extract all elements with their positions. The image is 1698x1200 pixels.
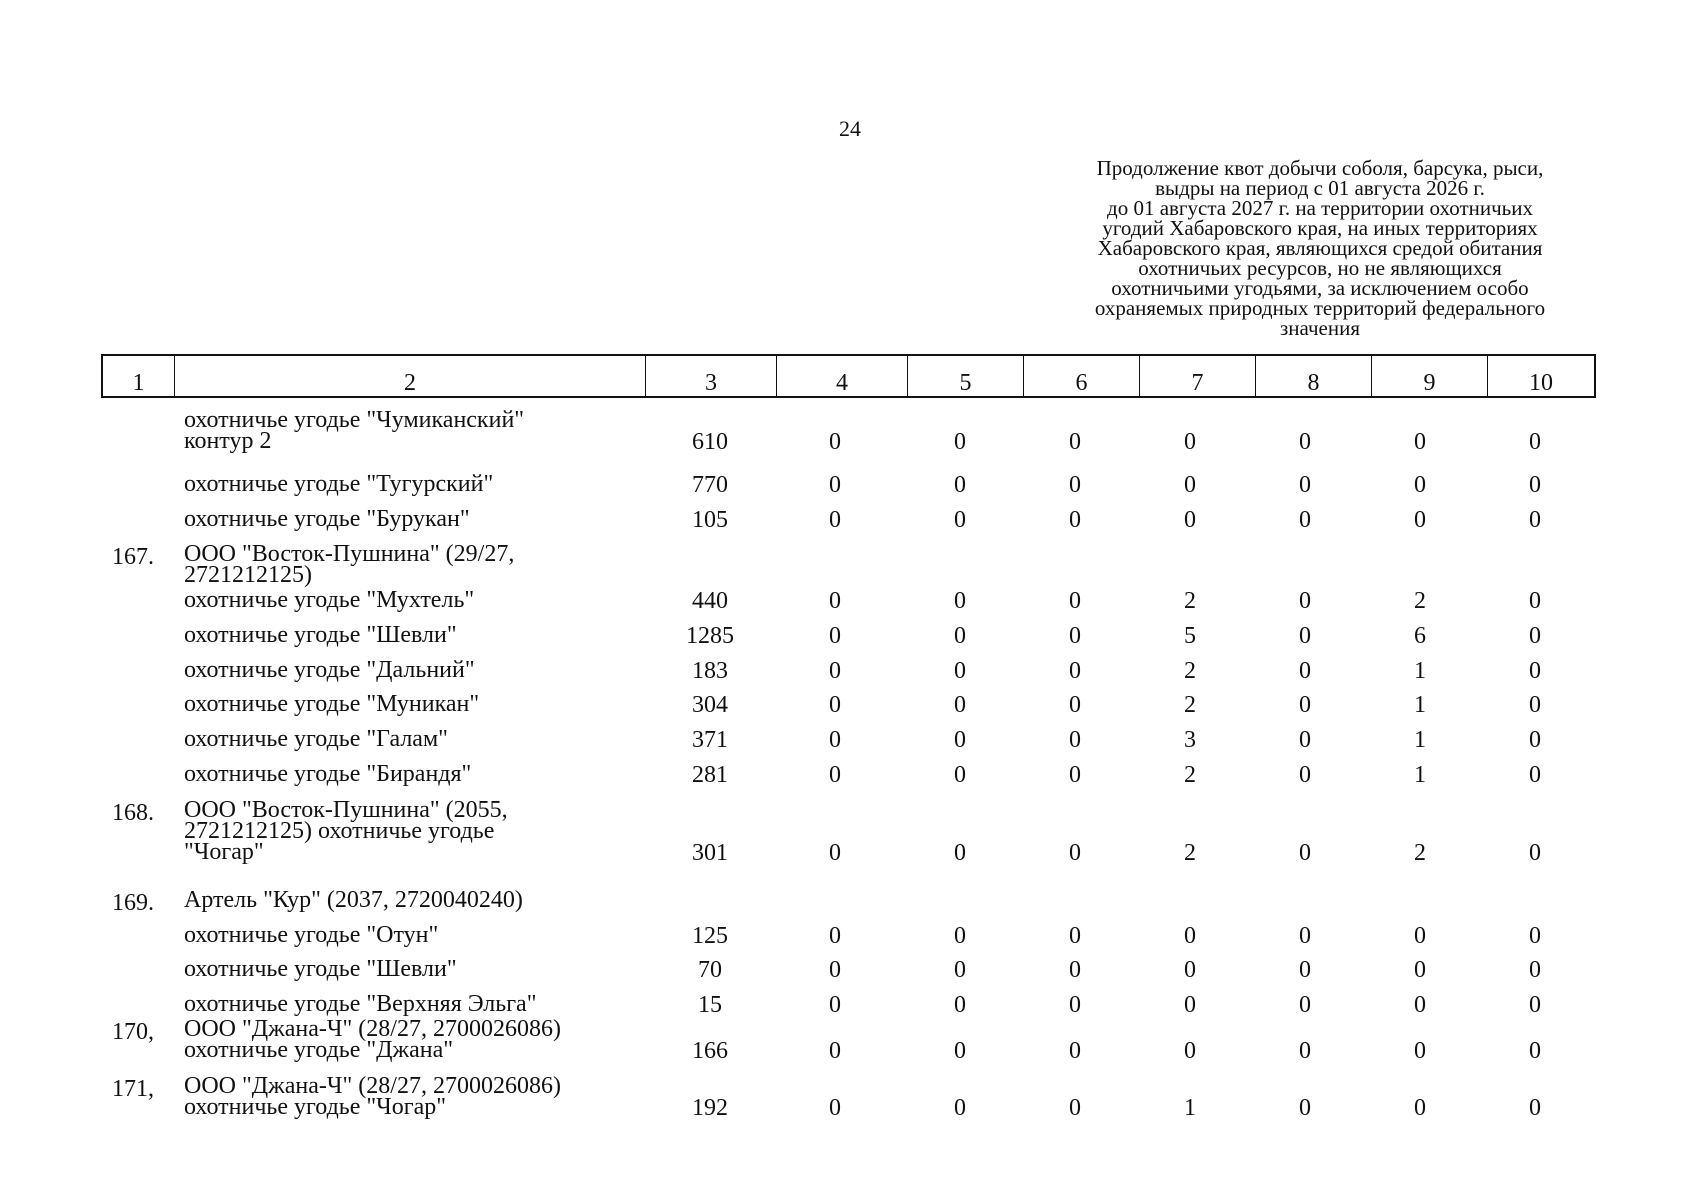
cell-col-8: 0 bbox=[1299, 507, 1311, 533]
heading-line: Продолжение квот добычи соболя, барсука, рыси, bbox=[1096, 156, 1544, 180]
column-header-4: 4 bbox=[777, 356, 908, 396]
cell-col-3: 304 bbox=[692, 692, 728, 718]
row-name bbox=[184, 657, 654, 683]
cell-col-4: 0 bbox=[829, 472, 841, 498]
row-name-line: ООО "Восток-Пушнина" (2055, bbox=[184, 797, 508, 823]
column-header-9: 9 bbox=[1372, 356, 1488, 396]
cell-col-9: 0 bbox=[1414, 507, 1426, 533]
row-name-line: "Чогар" bbox=[184, 839, 264, 865]
cell-col-10: 0 bbox=[1529, 692, 1541, 718]
row-name-line: охотничье угодье "Верхняя Эльга" bbox=[184, 991, 537, 1017]
row-name-line: охотничье угодье "Бурукан" bbox=[184, 506, 470, 532]
cell-col-6: 0 bbox=[1069, 727, 1081, 753]
cell-col-6: 0 bbox=[1069, 692, 1081, 718]
heading-line: до 01 августа 2027 г. на территории охотничьих bbox=[1107, 196, 1533, 220]
cell-col-9: 2 bbox=[1414, 840, 1426, 866]
cell-col-4: 0 bbox=[829, 658, 841, 684]
cell-col-8: 0 bbox=[1299, 658, 1311, 684]
row-name bbox=[184, 691, 654, 717]
cell-col-7: 5 bbox=[1184, 623, 1196, 649]
heading-line: охотничьих ресурсов, но не являющихся bbox=[1138, 256, 1502, 280]
row-name bbox=[184, 506, 654, 532]
cell-col-4: 0 bbox=[829, 692, 841, 718]
cell-col-4: 0 bbox=[829, 507, 841, 533]
cell-col-6: 0 bbox=[1069, 992, 1081, 1018]
cell-col-3: 15 bbox=[698, 992, 722, 1018]
cell-col-8: 0 bbox=[1299, 992, 1311, 1018]
cell-col-9: 0 bbox=[1414, 472, 1426, 498]
cell-col-10: 0 bbox=[1529, 588, 1541, 614]
row-name bbox=[184, 726, 654, 752]
cell-col-10: 0 bbox=[1529, 658, 1541, 684]
cell-col-10: 0 bbox=[1529, 992, 1541, 1018]
row-name bbox=[184, 622, 654, 648]
column-header-1: 1 bbox=[103, 356, 175, 396]
cell-col-6: 0 bbox=[1069, 1038, 1081, 1064]
cell-col-3: 166 bbox=[692, 1038, 728, 1064]
cell-col-4: 0 bbox=[829, 1038, 841, 1064]
cell-col-10: 0 bbox=[1529, 623, 1541, 649]
cell-col-10: 0 bbox=[1529, 472, 1541, 498]
row-number: 171, bbox=[112, 1076, 154, 1102]
cell-col-3: 610 bbox=[692, 429, 728, 455]
row-number: 168. bbox=[112, 800, 154, 826]
cell-col-7: 1 bbox=[1184, 1095, 1196, 1121]
cell-col-10: 0 bbox=[1529, 840, 1541, 866]
cell-col-6: 0 bbox=[1069, 840, 1081, 866]
cell-col-4: 0 bbox=[829, 840, 841, 866]
row-name-line: контур 2 bbox=[184, 428, 272, 454]
cell-col-3: 1285 bbox=[686, 623, 734, 649]
cell-col-5: 0 bbox=[954, 658, 966, 684]
row-name bbox=[184, 761, 654, 787]
cell-col-10: 0 bbox=[1529, 429, 1541, 455]
cell-col-8: 0 bbox=[1299, 840, 1311, 866]
cell-col-8: 0 bbox=[1299, 588, 1311, 614]
cell-col-5: 0 bbox=[954, 762, 966, 788]
cell-col-3: 440 bbox=[692, 588, 728, 614]
cell-col-6: 0 bbox=[1069, 507, 1081, 533]
cell-col-7: 0 bbox=[1184, 429, 1196, 455]
cell-col-8: 0 bbox=[1299, 957, 1311, 983]
row-number: 170, bbox=[112, 1019, 154, 1045]
row-name bbox=[184, 587, 654, 613]
cell-col-9: 1 bbox=[1414, 692, 1426, 718]
cell-col-5: 0 bbox=[954, 588, 966, 614]
cell-col-4: 0 bbox=[829, 727, 841, 753]
row-name bbox=[184, 1016, 654, 1063]
cell-col-5: 0 bbox=[954, 623, 966, 649]
cell-col-4: 0 bbox=[829, 588, 841, 614]
cell-col-10: 0 bbox=[1529, 762, 1541, 788]
cell-col-4: 0 bbox=[829, 429, 841, 455]
row-name-line: охотничье угодье "Мухтель" bbox=[184, 587, 475, 613]
cell-col-9: 1 bbox=[1414, 658, 1426, 684]
row-name-line: охотничье угодье "Шевли" bbox=[184, 622, 457, 648]
heading-line: Хабаровского края, являющихся средой обитания bbox=[1097, 236, 1543, 260]
cell-col-4: 0 bbox=[829, 762, 841, 788]
cell-col-5: 0 bbox=[954, 1038, 966, 1064]
cell-col-10: 0 bbox=[1529, 507, 1541, 533]
cell-col-3: 371 bbox=[692, 727, 728, 753]
cell-col-3: 70 bbox=[698, 957, 722, 983]
row-name-line: Артель "Кур" (2037, 2720040240) bbox=[184, 887, 523, 913]
column-header-10: 10 bbox=[1529, 370, 1553, 396]
cell-col-6: 0 bbox=[1069, 1095, 1081, 1121]
cell-col-5: 0 bbox=[954, 840, 966, 866]
cell-col-9: 0 bbox=[1414, 1038, 1426, 1064]
cell-col-9: 1 bbox=[1414, 762, 1426, 788]
cell-col-3: 301 bbox=[692, 840, 728, 866]
row-name-line: охотничье угодье "Бирандя" bbox=[184, 761, 472, 787]
cell-col-9: 6 bbox=[1414, 623, 1426, 649]
row-name bbox=[184, 471, 654, 497]
cell-col-5: 0 bbox=[954, 923, 966, 949]
row-name-line: ООО "Восток-Пушнина" (29/27, bbox=[184, 541, 515, 567]
cell-col-5: 0 bbox=[954, 957, 966, 983]
cell-col-7: 0 bbox=[1184, 507, 1196, 533]
column-header-7: 7 bbox=[1140, 356, 1256, 396]
row-name-line: 2721212125) bbox=[184, 562, 312, 588]
row-name bbox=[184, 991, 654, 1017]
cell-col-3: 192 bbox=[692, 1095, 728, 1121]
cell-col-10: 0 bbox=[1529, 727, 1541, 753]
cell-col-5: 0 bbox=[954, 992, 966, 1018]
cell-col-5: 0 bbox=[954, 472, 966, 498]
cell-col-8: 0 bbox=[1299, 727, 1311, 753]
row-name-line: охотничье угодье "Муникан" bbox=[184, 691, 480, 717]
cell-col-10: 0 bbox=[1529, 957, 1541, 983]
row-name-line: охотничье угодье "Чумиканский" bbox=[184, 407, 525, 433]
cell-col-7: 0 bbox=[1184, 923, 1196, 949]
cell-col-4: 0 bbox=[829, 1095, 841, 1121]
cell-col-7: 0 bbox=[1184, 957, 1196, 983]
row-number: 169. bbox=[112, 890, 154, 916]
row-name-line: охотничье угодье "Галам" bbox=[184, 726, 448, 752]
row-name-line: охотничье угодье "Отун" bbox=[184, 922, 439, 948]
cell-col-3: 125 bbox=[692, 923, 728, 949]
row-name-line: охотничье угодье "Джана" bbox=[184, 1037, 454, 1063]
cell-col-4: 0 bbox=[829, 923, 841, 949]
row-name bbox=[184, 922, 654, 948]
cell-col-3: 770 bbox=[692, 472, 728, 498]
cell-col-3: 183 bbox=[692, 658, 728, 684]
cell-col-9: 0 bbox=[1414, 992, 1426, 1018]
cell-col-9: 1 bbox=[1414, 727, 1426, 753]
cell-col-7: 2 bbox=[1184, 692, 1196, 718]
cell-col-8: 0 bbox=[1299, 692, 1311, 718]
row-name bbox=[184, 1073, 654, 1120]
cell-col-4: 0 bbox=[829, 957, 841, 983]
row-name bbox=[184, 887, 654, 913]
cell-col-6: 0 bbox=[1069, 658, 1081, 684]
cell-col-5: 0 bbox=[954, 692, 966, 718]
cell-col-6: 0 bbox=[1069, 472, 1081, 498]
row-name bbox=[184, 797, 654, 865]
cell-col-9: 2 bbox=[1414, 588, 1426, 614]
cell-col-7: 2 bbox=[1184, 588, 1196, 614]
cell-col-8: 0 bbox=[1299, 623, 1311, 649]
row-name-line: ООО "Джана-Ч" (28/27, 2700026086) bbox=[184, 1073, 561, 1099]
column-header-5: 5 bbox=[908, 356, 1024, 396]
row-name-line: ООО "Джана-Ч" (28/27, 2700026086) bbox=[184, 1016, 561, 1042]
cell-col-7: 2 bbox=[1184, 658, 1196, 684]
cell-col-8: 0 bbox=[1299, 429, 1311, 455]
cell-col-10: 0 bbox=[1529, 923, 1541, 949]
cell-col-10: 0 bbox=[1529, 1095, 1541, 1121]
row-name bbox=[184, 956, 654, 982]
page-number: 24 bbox=[839, 116, 861, 141]
cell-col-3: 105 bbox=[692, 507, 728, 533]
cell-col-9: 0 bbox=[1414, 923, 1426, 949]
cell-col-4: 0 bbox=[829, 623, 841, 649]
cell-col-9: 0 bbox=[1414, 1095, 1426, 1121]
row-name-line: охотничье угодье "Шевли" bbox=[184, 956, 457, 982]
row-name-line: охотничье угодье "Чогар" bbox=[184, 1094, 447, 1120]
cell-col-8: 0 bbox=[1299, 923, 1311, 949]
cell-col-9: 0 bbox=[1414, 429, 1426, 455]
cell-col-7: 2 bbox=[1184, 762, 1196, 788]
row-number: 167. bbox=[112, 544, 154, 570]
cell-col-3: 281 bbox=[692, 762, 728, 788]
cell-col-8: 0 bbox=[1299, 1095, 1311, 1121]
column-header-2: 2 bbox=[175, 356, 646, 396]
cell-col-8: 0 bbox=[1299, 762, 1311, 788]
row-name bbox=[184, 541, 654, 588]
heading-line: значения bbox=[1279, 316, 1361, 340]
row-name-line: охотничье угодье "Тугурский" bbox=[184, 471, 494, 497]
column-header-3: 3 bbox=[646, 356, 777, 396]
heading-line: охотничьими угодьями, за исключением особо bbox=[1111, 276, 1529, 300]
cell-col-7: 3 bbox=[1184, 727, 1196, 753]
cell-col-7: 0 bbox=[1184, 472, 1196, 498]
cell-col-7: 0 bbox=[1184, 1038, 1196, 1064]
cell-col-5: 0 bbox=[954, 507, 966, 533]
column-header-6: 6 bbox=[1024, 356, 1140, 396]
cell-col-7: 2 bbox=[1184, 840, 1196, 866]
cell-col-9: 0 bbox=[1414, 957, 1426, 983]
cell-col-6: 0 bbox=[1069, 429, 1081, 455]
row-name-line: охотничье угодье "Дальний" bbox=[184, 657, 475, 683]
cell-col-6: 0 bbox=[1069, 588, 1081, 614]
row-name bbox=[184, 407, 654, 454]
cell-col-7: 0 bbox=[1184, 992, 1196, 1018]
cell-col-10: 0 bbox=[1529, 1038, 1541, 1064]
cell-col-6: 0 bbox=[1069, 957, 1081, 983]
cell-col-5: 0 bbox=[954, 727, 966, 753]
cell-col-5: 0 bbox=[954, 429, 966, 455]
cell-col-4: 0 bbox=[829, 992, 841, 1018]
cell-col-6: 0 bbox=[1069, 762, 1081, 788]
heading-line: охраняемых природных территорий федерального bbox=[1094, 296, 1546, 320]
cell-col-6: 0 bbox=[1069, 623, 1081, 649]
cell-col-8: 0 bbox=[1299, 1038, 1311, 1064]
row-name-line: 2721212125) охотничье угодье bbox=[184, 818, 495, 844]
column-header-8: 8 bbox=[1256, 356, 1372, 396]
heading-line: выдры на период с 01 августа 2026 г. bbox=[1155, 176, 1485, 200]
heading-line: угодий Хабаровского края, на иных территориях bbox=[1102, 216, 1538, 240]
cell-col-8: 0 bbox=[1299, 472, 1311, 498]
cell-col-5: 0 bbox=[954, 1095, 966, 1121]
cell-col-6: 0 bbox=[1069, 923, 1081, 949]
